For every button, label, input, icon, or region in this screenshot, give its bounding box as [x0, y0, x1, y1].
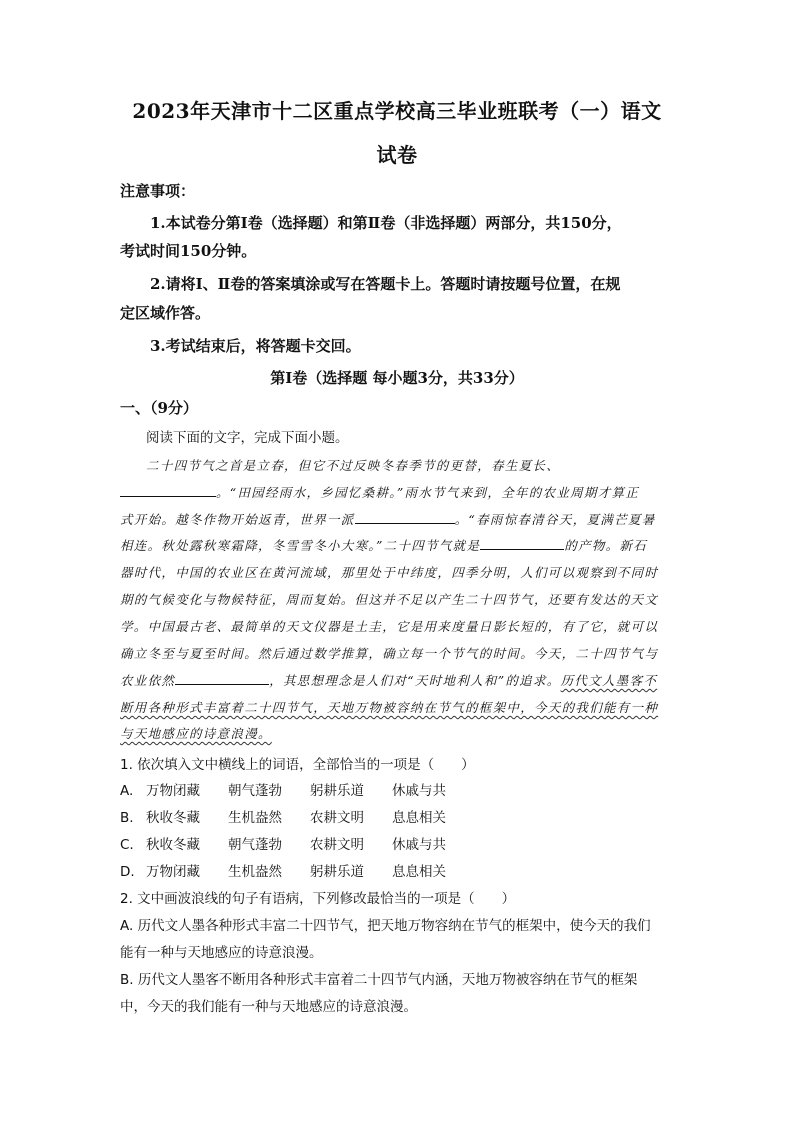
fill-blank-3: [480, 537, 564, 550]
question-1-option-a: A. 万物闭藏 朝气蓬勃 躬耕乐道 休戚与共: [120, 783, 446, 799]
part-heading: 一、（9分）: [120, 399, 198, 417]
exam-title-line1: 2023年天津市十二区重点学校高三毕业班联考（一）语文: [132, 99, 662, 123]
exam-title-line2: 试卷: [376, 143, 418, 167]
wavy-underlined-sentence-end: 与天地感应的诗意浪漫。: [120, 726, 272, 741]
passage-line: 期的气候变化与物候特征，周而复始。但这并不足以产生二十四节气，还要有发达的天文: [120, 592, 659, 607]
reading-instruction: 阅读下面的文字，完成下面小题。: [146, 430, 349, 446]
passage-line: 。“田园经雨水，乡园忆桑耕。”雨水节气来到，全年的农业周期才算正: [120, 484, 639, 502]
section-title: 第Ⅰ卷（选择题 每小题3分，共33分）: [270, 369, 524, 387]
question-2-option-a-line1: A. 历代文人墨各种形式丰富二十四节气，把天地万物容纳在节气的框架中，使今天的我们: [120, 918, 651, 934]
question-1-stem: 1. 依次填入文中横线上的词语，全部恰当的一项是（ ）: [120, 757, 475, 773]
fill-blank-2: [355, 511, 455, 524]
notice-item-3: 3.考试结束后，将答题卡交回。: [150, 337, 361, 355]
passage-line: 相连。秋处露秋寒霜降，冬雪雪冬小大寒。”二十四节气就是 的产物。新石: [120, 538, 648, 553]
passage-line: 农业依然 ，其思想理念是人们对“天时地利人和”的追求。历代文人墨客不: [120, 673, 658, 688]
passage-line: 确立冬至与夏至时间。然后通过数学推算，确立每一个节气的时间。今天，二十四节气与: [120, 646, 659, 661]
question-1-option-b: B. 秋收冬藏 生机盎然 农耕文明 息息相关: [120, 810, 446, 826]
question-2-option-b-line2: 中，今天的我们能有一种与天地感应的诗意浪漫。: [120, 999, 417, 1015]
passage-line: 器时代，中国的农业区在黄河流域，那里处于中纬度，四季分明，人们可以观察到不同时: [120, 565, 659, 580]
notice-item-1a: 1.本试卷分第Ⅰ卷（选择题）和第Ⅱ卷（非选择题）两部分，共150分，: [150, 214, 622, 232]
question-1-option-c: C. 秋收冬藏 朝气蓬勃 农耕文明 休戚与共: [120, 837, 446, 853]
notice-item-2a: 2.请将Ⅰ、Ⅱ卷的答案填涂或写在答题卡上。答题时请按题号位置，在规: [150, 275, 621, 293]
question-1-option-d: D. 万物闭藏 生机盎然 躬耕乐道 息息相关: [120, 864, 446, 880]
passage-line: 学。中国最古老、最简单的天文仪器是土圭，它是用来度量日影长短的，有了它，就可以: [120, 619, 659, 634]
question-2-option-a-line2: 能有一种与天地感应的诗意浪漫。: [120, 945, 323, 961]
question-2-option-b-line1: B. 历代文人墨客不断用各种形式丰富着二十四节气内涵，天地万物被容纳在节气的框架: [120, 972, 638, 988]
fill-blank-4: [175, 672, 269, 685]
passage-line: 二十四节气之首是立春，但它不过反映冬春季节的更替，春生夏长、: [146, 458, 561, 473]
fill-blank-1: [120, 484, 216, 497]
wavy-underlined-sentence: 断用各种形式丰富着二十四节气，天地万物被容纳在节气的框架中，今天的我们能有一种: [120, 700, 659, 715]
passage-line: 式开始。越冬作物开始返青，世界一派 。“春雨惊春清谷天，夏满芒夏暑: [120, 512, 656, 527]
question-2-stem: 2. 文中画波浪线的句子有语病，下列修改最恰当的一项是（ ）: [120, 891, 516, 907]
notice-item-2b: 定区域作答。: [120, 304, 211, 322]
notice-heading: 注意事项：: [120, 182, 196, 200]
notice-item-1b: 考试时间150分钟。: [120, 242, 257, 260]
